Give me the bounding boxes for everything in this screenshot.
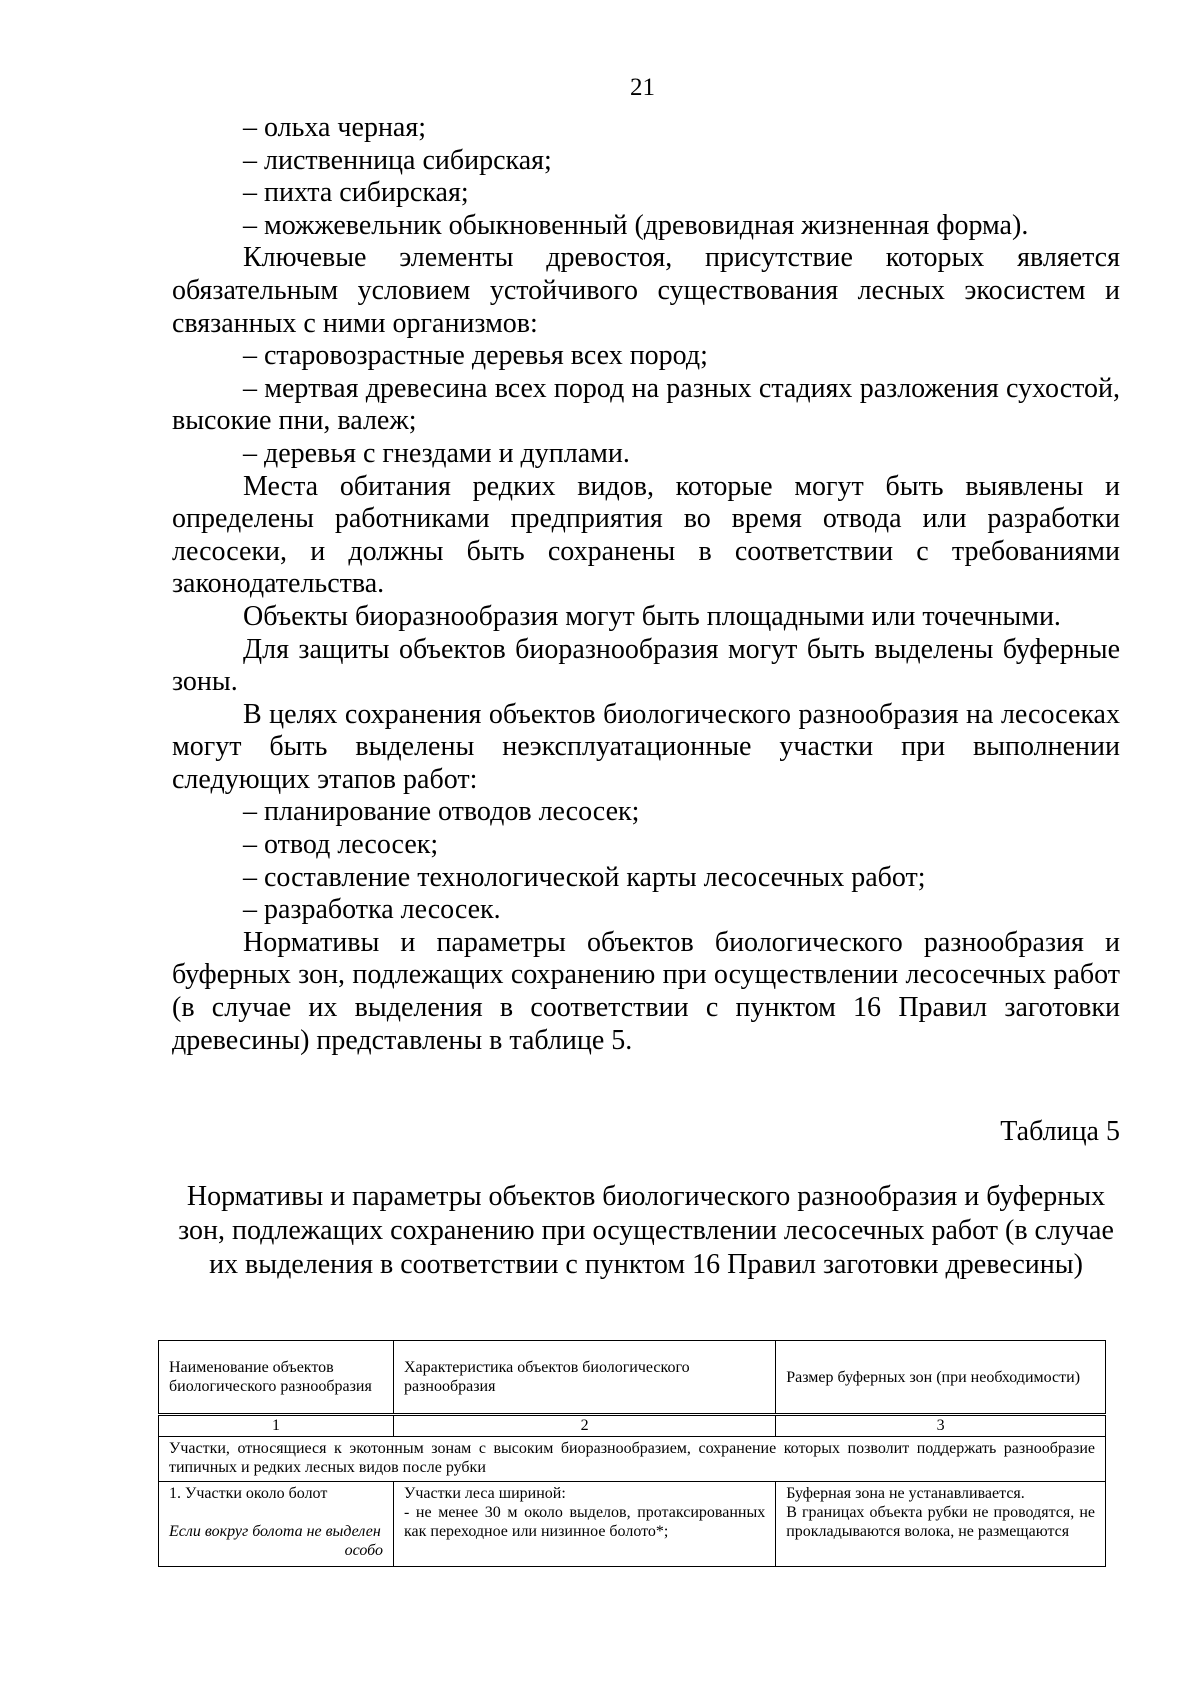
page-number: 21 (630, 74, 655, 101)
buffer-line: В границах объекта рубки не проводятся, не прокладываются волока, не размещаются (786, 1504, 1095, 1540)
bullet-item: – лиственница сибирская; (243, 144, 552, 176)
table-row (159, 1482, 1106, 1567)
object-note (169, 1522, 383, 1560)
table-cell-name (159, 1482, 394, 1567)
object-note-word: особо (344, 1542, 383, 1559)
object-note-line (169, 1541, 383, 1560)
bullet-item: – мертвая древесина всех пород на разных стадиях разложения сухостой, высокие пни, валеж; (172, 372, 1120, 437)
table-header-cell: Размер буферных зон (при необходимости) (776, 1341, 1106, 1415)
table-cell-characteristic (393, 1482, 775, 1567)
table-number-row (159, 1415, 1106, 1437)
bullet-item: – можжевельник обыкновенный (древовидная жизненная форма). (243, 209, 1029, 241)
bullet-item: – планирование отводов лесосек; (243, 796, 640, 828)
bullet-item: – пихта сибирская; (243, 177, 469, 209)
table-cell-buffer (776, 1482, 1106, 1567)
bullet-item: – старовозрастные деревья всех пород; (243, 340, 708, 372)
characteristic-line: Участки леса шириной: (403, 1485, 566, 1502)
paragraph: В целях сохранения объектов биологического разнообразия на лесосеках могут быть выделены неэксплуатационные участки при выполнении следующих этапов работ: (172, 698, 1120, 795)
paragraph: Объекты биоразнообразия могут быть площадными или точечными. (243, 600, 1061, 632)
paragraph: Места обитания редких видов, которые могут быть выявлены и определены работниками предприятия во время отвода или разработки лесосеки, и должны быть сохранены в соответствии с требованиями законодательства. (172, 470, 1120, 600)
bullet-item: – составление технологической карты лесосечных работ; (243, 861, 926, 893)
table-number-cell: 2 (393, 1415, 775, 1437)
body-text (172, 112, 1120, 1057)
table-title: Нормативы и параметры объектов биологического разнообразия и буферных зон, подлежащих сохранению при осуществлении лесосечных работ (в случае их выделения в соответствии с пунктом 16 Правил заготовки древесины) (178, 1181, 1114, 1280)
table-group-cell: Участки, относящиеся к экотонным зонам с высоким биоразнообразием, сохранение которых позволит поддержать разнообразие типичных и редких лесных видов после рубки (159, 1437, 1106, 1482)
paragraph: Для защиты объектов биоразнообразия могут быть выделены буферные зоны. (172, 633, 1120, 698)
paragraph: Нормативы и параметры объектов биологического разнообразия и буферных зон, подлежащих сохранению при осуществлении лесосечных работ (в случае их выделения в соответствии с пунктом 16 Правил заготовки древесины) представлены в таблице 5. (172, 926, 1120, 1056)
bullet-item: – разработка лесосек. (243, 894, 501, 926)
bullet-item: – отвод лесосек; (243, 829, 439, 861)
table-number-cell: 3 (776, 1415, 1106, 1437)
buffer-line: Буферная зона не устанавливается. (786, 1485, 1025, 1502)
object-note-line: Если вокруг болота не выделен (169, 1523, 381, 1540)
table-header-cell: Наименование объектов биологического разнообразия (159, 1341, 394, 1415)
bullet-item: – ольха черная; (243, 112, 427, 143)
table-label: Таблица 5 (1000, 1116, 1120, 1147)
table-header-row (159, 1341, 1106, 1415)
characteristic-line: - не менее 30 м около выделов, протаксированных как переходное или низинное болото*; (403, 1504, 766, 1540)
biodiversity-table (158, 1340, 1106, 1567)
table-group-row (159, 1437, 1106, 1482)
table-number-cell: 1 (159, 1415, 394, 1437)
bullet-item: – деревья с гнездами и дуплами. (243, 437, 630, 469)
table-header-cell: Характеристика объектов биологического разнообразия (393, 1341, 775, 1415)
paragraph: Ключевые элементы древостоя, присутствие которых является обязательным условием устойчивого существования лесных экосистем и связанных с ними организмов: (172, 242, 1120, 339)
object-name: 1. Участки около болот (169, 1485, 328, 1502)
